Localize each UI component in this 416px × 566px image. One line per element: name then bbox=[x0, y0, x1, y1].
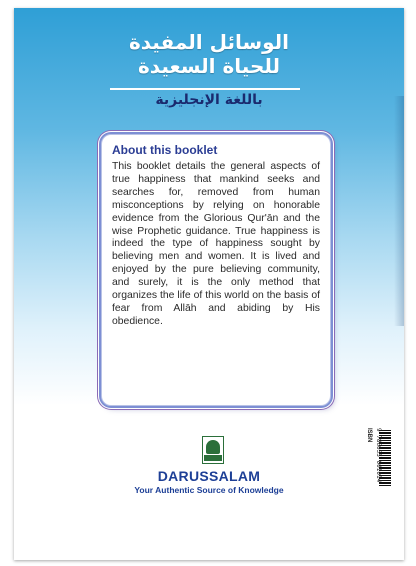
publisher-name: DARUSSALAM bbox=[157, 468, 261, 484]
publisher-tagline: Your Authentic Source of Knowledge bbox=[134, 485, 284, 495]
logo-caption-bar bbox=[204, 455, 222, 461]
title-divider bbox=[110, 88, 300, 90]
book-back-cover bbox=[14, 8, 404, 560]
arabic-title bbox=[14, 30, 404, 78]
arabic-title-line-2: للحياة السعيدة bbox=[137, 54, 281, 78]
about-panel bbox=[101, 134, 331, 406]
logo-dome bbox=[206, 440, 220, 454]
arabic-subtitle: باللغة الإنجليزية bbox=[155, 92, 263, 108]
about-body: This booklet details the general aspects of true happiness that mankind seeks and searches for, removed from human misconceptions by relying on honorable evidence from the Glorious Qur'ān and the wise Prophetic guidance. True happiness is indeed the type of happiness sought by believing men and women. It is lived and enjoyed by the pure believing community, and surely, it is the only method that organizes the life of this world on the basis of fear from Allāh and abiding by His obedience. bbox=[112, 161, 320, 327]
edge-shadow bbox=[394, 96, 404, 326]
about-heading: About this booklet bbox=[112, 143, 218, 157]
arabic-title-line-1: الوسائل المفيدة bbox=[128, 30, 290, 54]
isbn-label: ISBN bbox=[366, 428, 372, 443]
darussalam-logo-icon bbox=[202, 436, 224, 464]
isbn-digits: 9 786035 001014 bbox=[375, 428, 382, 483]
